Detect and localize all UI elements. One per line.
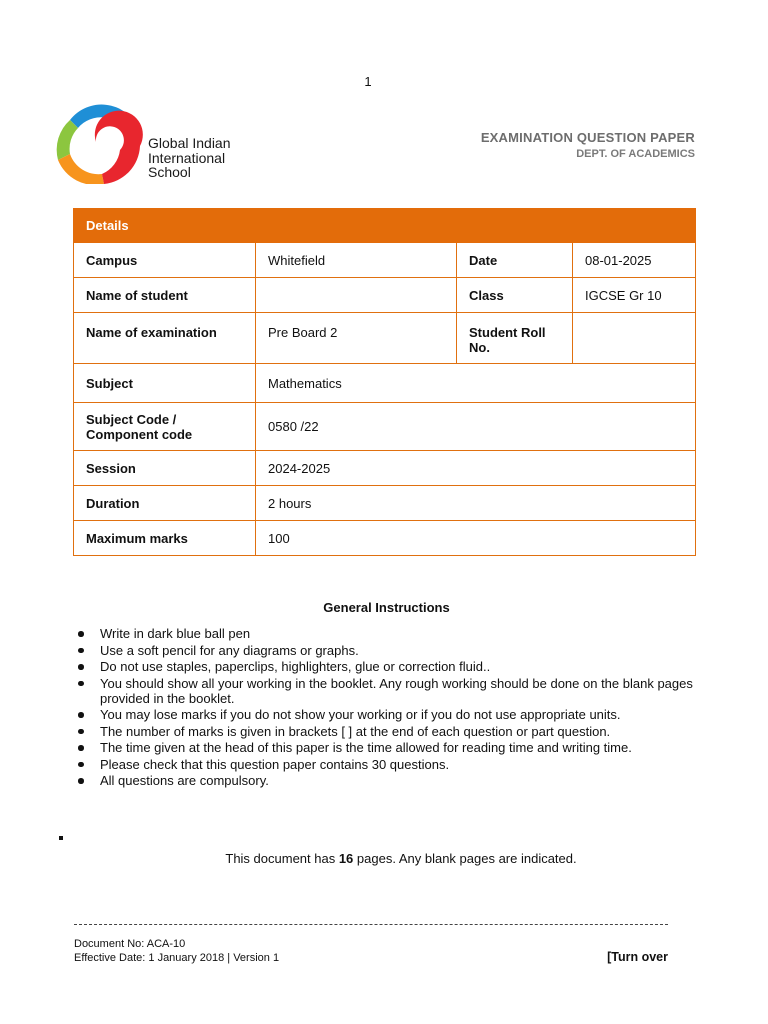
date-label: Date (457, 243, 573, 278)
max-marks-label: Maximum marks (74, 521, 256, 556)
bullet-mark (59, 836, 63, 840)
footer-divider (74, 924, 668, 925)
school-logo-icon (56, 98, 144, 184)
list-item: All questions are compulsory. (74, 773, 694, 788)
session-value: 2024-2025 (256, 451, 696, 486)
instructions-title: General Instructions (323, 600, 450, 615)
subject-value: Mathematics (256, 364, 696, 403)
page-count: 16 (338, 851, 354, 866)
duration-label: Duration (74, 486, 256, 521)
department: DEPT. OF ACADEMICS (576, 148, 695, 160)
page-number: 1 (364, 74, 372, 89)
roll-number-label: Student Roll No. (457, 313, 573, 364)
footer (74, 937, 279, 965)
duration-value: 2 hours (256, 486, 696, 521)
paper-header (481, 130, 695, 160)
campus-value: Whitefield (256, 243, 457, 278)
list-item: You should show all your working in the booklet. Any rough working should be done on the blank pages provided in the booklet. (74, 676, 694, 706)
instructions-list (74, 626, 694, 790)
student-name-label: Name of student (74, 278, 256, 313)
exam-name-label: Name of examination (74, 313, 256, 364)
class-value: IGCSE Gr 10 (573, 278, 696, 313)
list-item: The number of marks is given in brackets [ ] at the end of each question or part question. (74, 724, 694, 739)
exam-name-value: Pre Board 2 (256, 313, 457, 364)
details-heading: Details (74, 209, 696, 243)
student-name-field[interactable] (256, 278, 457, 313)
school-name: Global Indian International School (148, 135, 231, 180)
turn-over-note: [Turn over (607, 950, 668, 964)
class-label: Class (457, 278, 573, 313)
list-item: Do not use staples, paperclips, highlighters, glue or correction fluid.. (74, 659, 694, 674)
list-item: The time given at the head of this paper is the time allowed for reading time and writing time. (74, 740, 694, 755)
campus-label: Campus (74, 243, 256, 278)
date-value: 08-01-2025 (573, 243, 696, 278)
page-count-note: This document has 16 pages. Any blank pages are indicated. (225, 851, 577, 866)
roll-number-field[interactable] (573, 313, 696, 364)
list-item: You may lose marks if you do not show your working or if you do not use appropriate units. (74, 707, 694, 722)
list-item: Use a soft pencil for any diagrams or graphs. (74, 643, 694, 658)
effective-date: Effective Date: 1 January 2018 | Version 1 (74, 952, 280, 964)
list-item: Write in dark blue ball pen (74, 626, 694, 641)
max-marks-value: 100 (256, 521, 696, 556)
details-table (73, 208, 696, 556)
subject-code-label: Subject Code / Component code (74, 403, 256, 451)
session-label: Session (74, 451, 256, 486)
paper-title: EXAMINATION QUESTION PAPER (480, 130, 695, 145)
subject-code-value: 0580 /22 (256, 403, 696, 451)
document-number: Document No: ACA-10 (74, 938, 186, 950)
list-item: Please check that this question paper contains 30 questions. (74, 757, 694, 772)
subject-label: Subject (74, 364, 256, 403)
